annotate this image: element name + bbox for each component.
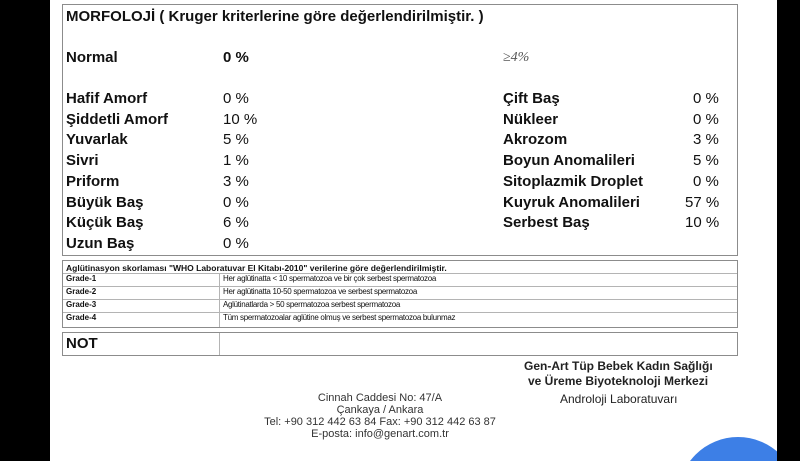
address-email: E-posta: info@genart.com.tr bbox=[311, 428, 449, 440]
address-city: Çankaya / Ankara bbox=[336, 404, 424, 416]
morph-right-value: 0 % bbox=[693, 111, 719, 128]
floating-action-button[interactable] bbox=[678, 437, 777, 461]
morph-right-value: 57 % bbox=[685, 194, 720, 211]
table-row bbox=[63, 273, 737, 286]
morph-right-label: Serbest Baş bbox=[503, 214, 590, 231]
report-page bbox=[50, 0, 777, 461]
morph-left-value: 0 % bbox=[223, 90, 249, 107]
morph-left-value: 5 % bbox=[223, 131, 249, 148]
morph-left-label: Büyük Baş bbox=[66, 194, 144, 211]
note-divider bbox=[219, 333, 220, 355]
morph-right-label: Sitoplazmik Droplet bbox=[503, 173, 644, 190]
morph-right-value: 3 % bbox=[693, 131, 719, 148]
morph-left-label: Priform bbox=[66, 173, 120, 190]
organization-name-line1: Gen-Art Tüp Bebek Kadın Sağlığı bbox=[524, 359, 713, 373]
grade-label: Grade-2 bbox=[66, 287, 97, 296]
table-row bbox=[63, 312, 737, 325]
grade-description: Tüm spermatozoalar aglütine olmuş ve serbest spermatozoa bulunmaz bbox=[223, 313, 456, 322]
morph-left-label: Sivri bbox=[66, 152, 99, 169]
morph-left-value: 10 % bbox=[223, 111, 258, 128]
morph-left-value: 6 % bbox=[223, 214, 249, 231]
grade-label: Grade-3 bbox=[66, 300, 97, 309]
morph-right-value: 10 % bbox=[685, 214, 720, 231]
address-street: Cinnah Caddesi No: 47/A bbox=[317, 392, 443, 404]
morph-right-label: Nükleer bbox=[503, 111, 559, 128]
note-label: NOT bbox=[66, 335, 98, 352]
normal-reference: ≥4% bbox=[503, 50, 530, 65]
morphology-title: MORFOLOJİ ( Kruger kriterlerine göre değerlendirilmiştir. ) bbox=[66, 8, 484, 25]
morph-left-label: Küçük Baş bbox=[66, 214, 144, 231]
note-section bbox=[62, 332, 738, 356]
organization-name-line2: ve Üreme Biyoteknoloji Merkezi bbox=[528, 374, 709, 388]
table-row bbox=[63, 286, 737, 299]
agglutination-section bbox=[62, 260, 738, 328]
morph-left-value: 1 % bbox=[223, 152, 249, 169]
morph-left-label: Hafif Amorf bbox=[66, 90, 148, 107]
morph-right-value: 0 % bbox=[693, 173, 719, 190]
normal-value: 0 % bbox=[223, 49, 249, 66]
morph-right-value: 5 % bbox=[693, 152, 719, 169]
morphology-section bbox=[62, 4, 738, 256]
morph-right-value: 0 % bbox=[693, 90, 719, 107]
morph-left-value: 0 % bbox=[223, 194, 249, 211]
morph-right-label: Boyun Anomalileri bbox=[503, 152, 635, 169]
morph-right-label: Akrozom bbox=[503, 131, 568, 148]
morph-left-label: Şiddetli Amorf bbox=[66, 111, 168, 128]
morph-left-label: Yuvarlak bbox=[66, 131, 128, 148]
grade-label: Grade-4 bbox=[66, 313, 97, 322]
department-name: Androloji Laboratuvarı bbox=[560, 392, 678, 406]
normal-label: Normal bbox=[66, 49, 118, 66]
morph-left-value: 0 % bbox=[223, 235, 249, 252]
grade-description: Her aglütinatta < 10 spermatozoa ve bir çok serbest spermatozoa bbox=[223, 274, 436, 283]
morph-left-label: Uzun Baş bbox=[66, 235, 135, 252]
grade-description: Aglütinatlarda > 50 spermatozoa serbest spermatozoa bbox=[223, 300, 401, 309]
morph-left-value: 3 % bbox=[223, 173, 249, 190]
morph-right-label: Kuyruk Anomalileri bbox=[503, 194, 640, 211]
grade-label: Grade-1 bbox=[66, 274, 97, 283]
table-row bbox=[63, 299, 737, 312]
address-phone: Tel: +90 312 442 63 84 Fax: +90 312 442 63 87 bbox=[264, 416, 496, 428]
grade-description: Her aglütinatta 10-50 spermatozoa ve serbest spermatozoa bbox=[223, 287, 417, 296]
agglutination-title: Aglütinasyon skorlaması "WHO Laboratuvar El Kitabı-2010" verilerine göre değerlendirilmiştir. bbox=[66, 263, 447, 273]
morph-right-label: Çift Baş bbox=[503, 90, 560, 107]
